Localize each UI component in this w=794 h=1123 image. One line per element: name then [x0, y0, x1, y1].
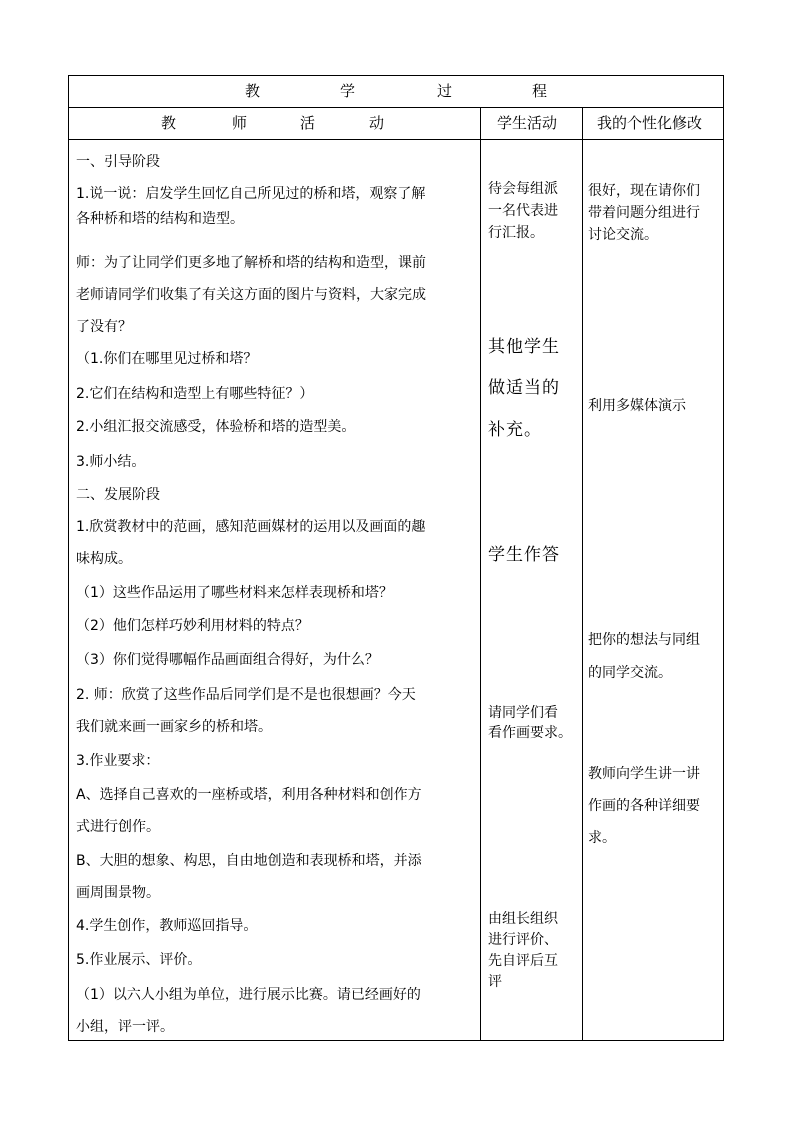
teacher-line: （1）这些作品运用了哪些材料来怎样表现桥和塔？	[76, 585, 393, 601]
teacher-line: 二、发展阶段	[76, 487, 160, 503]
teacher-line: （2）他们怎样巧妙利用材料的特点？	[76, 618, 309, 634]
student-line: 评	[488, 974, 502, 990]
teacher-line: 3.师小结。	[76, 454, 146, 470]
student-activity-header: 学生活动	[497, 114, 558, 132]
column-divider-1	[480, 107, 481, 1041]
col1-header-char-1: 教	[161, 114, 177, 132]
personal-line: 讨论交流。	[588, 227, 658, 243]
teacher-line: 师：为了让同学们更多地了解桥和塔的结构和造型，课前	[76, 255, 426, 271]
teacher-line: B、大胆的想象、构思，自由地创造和表现桥和塔，并添	[76, 853, 422, 869]
teacher-line: 5.作业展示、评价。	[76, 952, 202, 968]
teacher-line: 味构成。	[76, 551, 132, 567]
teacher-line: 画周围景物。	[76, 885, 160, 901]
personal-line: 很好，现在请你们	[588, 183, 700, 199]
student-line: 行汇报。	[488, 225, 544, 241]
teacher-line: 2. 师：欣赏了这些作品后同学们是不是也很想画？今天	[76, 687, 416, 703]
personal-line: 把你的想法与同组	[588, 632, 700, 648]
teacher-line: 2.它们在结构和造型上有哪些特征？）	[76, 386, 314, 402]
title-char-2: 学	[340, 82, 356, 100]
student-line: 补充。	[488, 420, 542, 440]
personal-line: 求。	[588, 830, 616, 846]
title-char-3: 过	[437, 82, 453, 100]
teacher-line: 老师请同学们收集了有关这方面的图片与资料，大家完成	[76, 287, 426, 303]
teacher-line: （3）你们觉得哪幅作品画面组合得好，为什么？	[76, 652, 379, 668]
subheader-divider	[68, 139, 724, 140]
student-line: 做适当的	[488, 378, 560, 398]
teacher-line: （1）以六人小组为单位，进行展示比赛。请已经画好的	[76, 987, 421, 1003]
personal-line: 的同学交流。	[588, 665, 672, 681]
teacher-line: 1.说一说：启发学生回忆自己所见过的桥和塔，观察了解	[76, 186, 426, 202]
teacher-line: 4.学生创作，教师巡回指导。	[76, 918, 258, 934]
col1-header-char-3: 活	[300, 114, 316, 132]
student-line: 由组长组织	[488, 911, 558, 927]
student-line: 学生作答	[488, 545, 560, 565]
teacher-line: 了没有？	[76, 319, 132, 335]
student-line: 看作画要求。	[488, 725, 572, 741]
col1-header-char-4: 动	[369, 114, 385, 132]
teacher-line: A、选择自己喜欢的一座桥或塔，利用各种材料和创作方	[76, 787, 422, 803]
title-char-4: 程	[532, 82, 548, 100]
student-line: 一名代表进	[488, 203, 558, 219]
teacher-line: 式进行创作。	[76, 819, 160, 835]
teacher-line: 各种桥和塔的结构和造型。	[76, 211, 244, 227]
student-line: 其他学生	[488, 337, 560, 357]
personal-line: 教师向学生讲一讲	[588, 766, 700, 782]
teacher-line: 1.欣赏教材中的范画，感知范画媒材的运用以及画面的趣	[76, 519, 426, 535]
personal-modification-header: 我的个性化修改	[597, 114, 703, 132]
teacher-line: 一、引导阶段	[76, 154, 160, 170]
student-line: 进行评价、	[488, 932, 558, 948]
teacher-line: （1.你们在哪里见过桥和塔？	[76, 351, 258, 367]
col1-header-char-2: 师	[232, 114, 248, 132]
personal-line: 作画的各种详细要	[588, 798, 700, 814]
column-divider-2	[582, 107, 583, 1041]
teacher-line: 我们就来画一画家乡的桥和塔。	[76, 719, 272, 735]
header-divider	[68, 107, 724, 108]
personal-line: 利用多媒体演示	[588, 398, 686, 414]
student-line: 待会每组派	[488, 181, 558, 197]
title-char-1: 教	[245, 82, 261, 100]
teacher-line: 小组，评一评。	[76, 1019, 174, 1035]
teacher-line: 3.作业要求：	[76, 753, 160, 769]
student-line: 先自评后互	[488, 953, 558, 969]
student-line: 请同学们看	[488, 705, 558, 721]
personal-line: 带着问题分组进行	[588, 205, 700, 221]
teacher-line: 2.小组汇报交流感受，体验桥和塔的造型美。	[76, 419, 356, 435]
